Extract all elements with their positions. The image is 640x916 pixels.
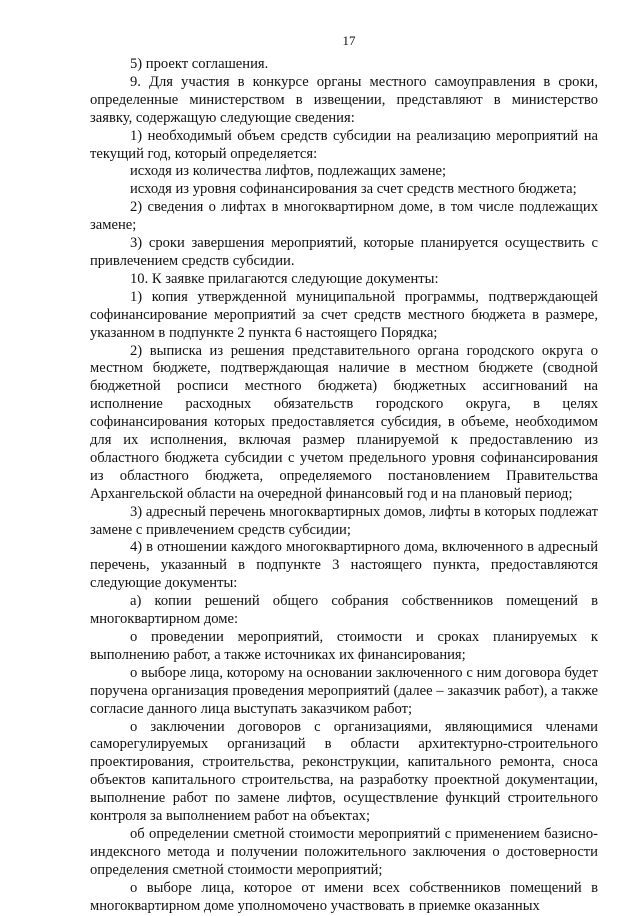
paragraph: 10. К заявке прилагаются следующие документы: xyxy=(130,270,439,287)
paragraph: 2) выписка из решения представительного органа городского округа о местном бюджете, подтверждающая наличие в местном бюджете (сводной бюджетной росписи местного бюджета) бюджетных ассигнований на исполнение расходных обязательств городского округа, в целях софинансирования которых предоставляется субсидия, в объеме, необходимом для их исполнения, включая размер планируемой к предоставлению из областного бюджета субсидии с учетом предельного уровня софинансирования из областного бюджета, определяемого постановлением Правительства Архангельской области на очередной финансовый год и на плановый период; xyxy=(90,342,598,502)
paragraph: 3) адресный перечень многоквартирных домов, лифты в которых подлежат замене с привлечением средств субсидии; xyxy=(90,503,598,538)
document-body xyxy=(90,56,598,916)
paragraph: 2) сведения о лифтах в многоквартирном доме, в том числе подлежащих замене; xyxy=(90,199,598,234)
paragraph: о заключении договоров с организациями, являющимися членами саморегулируемых организаций в области архитектурно-строительного проектирования, строительства, реконструкции, капитального ремонта, сноса объектов капитального строительства, на разработку проектной документации, выполнение работ по замене лифтов, осуществление функций строительного контроля за выполнением работ на объектах; xyxy=(90,718,598,825)
paragraph: 1) необходимый объем средств субсидии на реализацию мероприятий на текущий год, который определяется: xyxy=(90,127,598,162)
paragraph: исходя из уровня софинансирования за счет средств местного бюджета; xyxy=(130,181,577,198)
paragraph: о выборе лица, которому на основании заключенного с ним договора будет поручена организация проведения мероприятий (далее – заказчик работ), а также согласие данного лица выступать заказчиком работ; xyxy=(90,664,598,717)
paragraph: о проведении мероприятий, стоимости и сроках планируемых к выполнению работ, а также источниках их финансирования; xyxy=(90,629,598,663)
paragraph: а) копии решений общего собрания собственников помещений в многоквартирном доме: xyxy=(90,593,598,628)
paragraph: 4) в отношении каждого многоквартирного дома, включенного в адресный перечень, указанный в подпункте 3 настоящего пункта, предоставляются следующие документы: xyxy=(90,539,598,592)
page-number: 17 xyxy=(342,33,356,48)
paragraph: об определении сметной стоимости мероприятий с применением базисно-индексного метода и получении положительного заключения о достоверности определения сметной стоимости мероприятий; xyxy=(90,825,598,878)
paragraph: о выборе лица, которое от имени всех собственников помещений в многоквартирном доме уполномочено участвовать в приемке оказанных xyxy=(90,879,598,914)
paragraph: 5) проект соглашения. xyxy=(130,56,269,72)
paragraph: 1) копия утвержденной муниципальной программы, подтверждающей софинансирование мероприятий за счет средств местного бюджета в размере, указанном в подпункте 2 пункта 6 настоящего Порядка; xyxy=(90,288,598,341)
paragraph: 3) сроки завершения мероприятий, которые планируется осуществить с привлечением средств субсидии. xyxy=(90,235,598,269)
paragraph: 9. Для участия в конкурсе органы местного самоуправления в сроки, определенные министерством в извещении, представляют в министерство заявку, содержащую следующие сведения: xyxy=(90,73,598,126)
paragraph: исходя из количества лифтов, подлежащих замене; xyxy=(130,163,447,180)
